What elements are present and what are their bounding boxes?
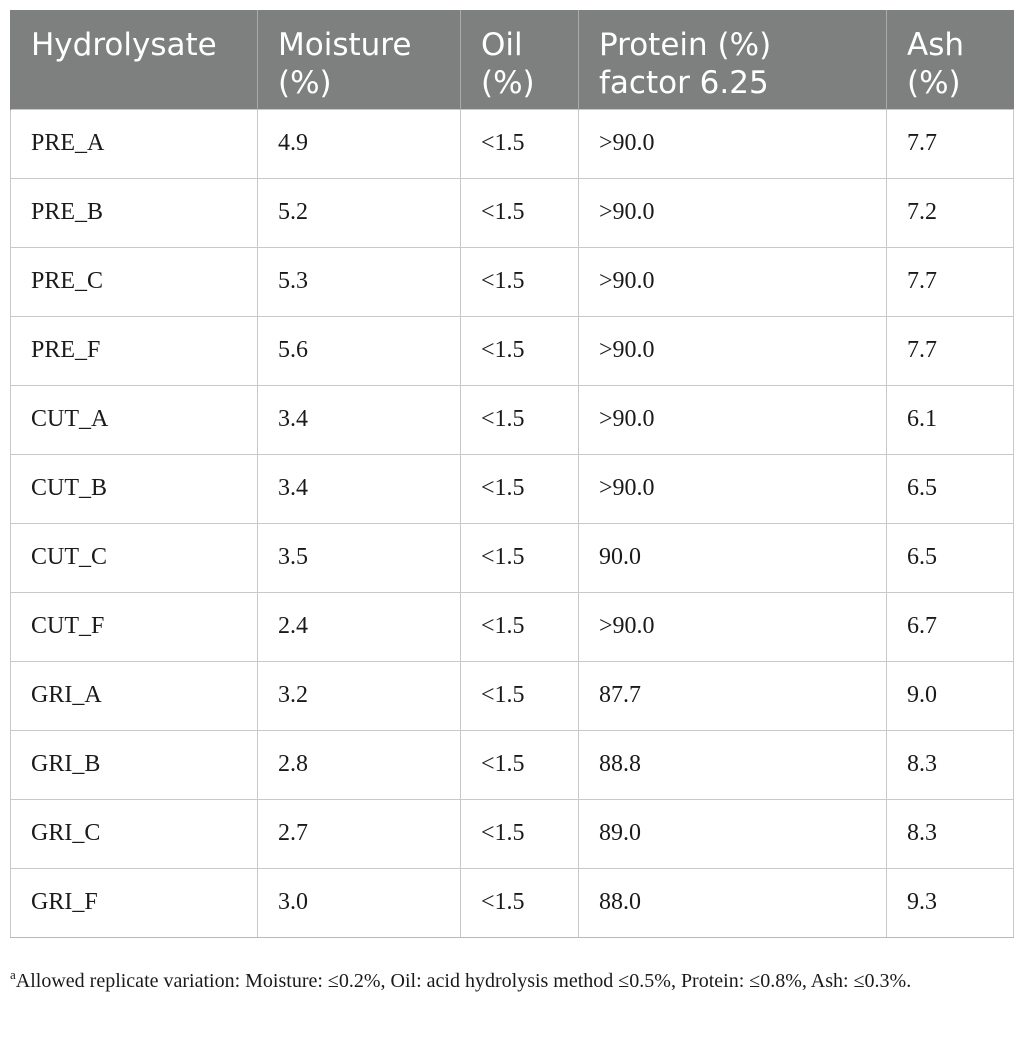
cell-hydrolysate: CUT_F — [11, 592, 258, 661]
cell-oil: <1.5 — [461, 178, 579, 247]
cell-moisture: 2.4 — [258, 592, 461, 661]
cell-moisture: 5.2 — [258, 178, 461, 247]
cell-moisture: 3.0 — [258, 868, 461, 937]
table-body — [11, 109, 1014, 937]
cell-protein: >90.0 — [579, 592, 887, 661]
cell-protein: >90.0 — [579, 454, 887, 523]
cell-ash: 6.5 — [887, 523, 1014, 592]
cell-hydrolysate: GRI_C — [11, 799, 258, 868]
table-row — [11, 661, 1014, 730]
cell-protein: >90.0 — [579, 247, 887, 316]
footnote-text: Allowed replicate variation: Moisture: ≤0.2%, Oil: acid hydrolysis method ≤0.5%, Protein: ≤0.8%, Ash: ≤0.3%. — [15, 970, 912, 992]
cell-oil: <1.5 — [461, 799, 579, 868]
cell-moisture: 3.5 — [258, 523, 461, 592]
cell-oil: <1.5 — [461, 661, 579, 730]
header-line: Oil — [481, 27, 523, 63]
cell-protein: 88.8 — [579, 730, 887, 799]
table-header — [11, 10, 1014, 109]
cell-protein: 87.7 — [579, 661, 887, 730]
cell-moisture: 3.2 — [258, 661, 461, 730]
footnote-marker: a — [10, 967, 16, 982]
cell-ash: 7.2 — [887, 178, 1014, 247]
cell-hydrolysate: GRI_F — [11, 868, 258, 937]
cell-hydrolysate: PRE_C — [11, 247, 258, 316]
cell-oil: <1.5 — [461, 247, 579, 316]
cell-protein: >90.0 — [579, 109, 887, 178]
table-row — [11, 868, 1014, 937]
cell-protein: 90.0 — [579, 523, 887, 592]
table-row — [11, 730, 1014, 799]
cell-oil: <1.5 — [461, 454, 579, 523]
cell-ash: 9.0 — [887, 661, 1014, 730]
cell-moisture: 5.6 — [258, 316, 461, 385]
table-row — [11, 592, 1014, 661]
cell-hydrolysate: CUT_A — [11, 385, 258, 454]
header-line: factor 6.25 — [599, 65, 769, 101]
cell-protein: >90.0 — [579, 385, 887, 454]
table-footnote — [10, 966, 1013, 996]
cell-ash: 6.1 — [887, 385, 1014, 454]
cell-oil: <1.5 — [461, 592, 579, 661]
cell-oil: <1.5 — [461, 109, 579, 178]
cell-oil: <1.5 — [461, 316, 579, 385]
cell-ash: 8.3 — [887, 730, 1014, 799]
table-row — [11, 109, 1014, 178]
cell-ash: 6.7 — [887, 592, 1014, 661]
table-row — [11, 316, 1014, 385]
cell-moisture: 3.4 — [258, 385, 461, 454]
cell-ash: 6.5 — [887, 454, 1014, 523]
header-ash — [887, 10, 1014, 109]
table-row — [11, 178, 1014, 247]
header-line: (%) — [481, 65, 535, 101]
cell-hydrolysate: GRI_B — [11, 730, 258, 799]
cell-ash: 9.3 — [887, 868, 1014, 937]
cell-moisture: 3.4 — [258, 454, 461, 523]
header-line: Protein (%) — [599, 27, 772, 63]
header-line: (%) — [907, 65, 961, 101]
cell-moisture: 2.8 — [258, 730, 461, 799]
header-protein — [579, 10, 887, 109]
table-row — [11, 523, 1014, 592]
table-row — [11, 454, 1014, 523]
cell-hydrolysate: GRI_A — [11, 661, 258, 730]
header-line: Moisture — [278, 27, 412, 63]
cell-oil: <1.5 — [461, 385, 579, 454]
cell-protein: 89.0 — [579, 799, 887, 868]
cell-protein: >90.0 — [579, 316, 887, 385]
cell-ash: 8.3 — [887, 799, 1014, 868]
cell-oil: <1.5 — [461, 523, 579, 592]
header-line: (%) — [278, 65, 332, 101]
header-line: Hydrolysate — [31, 27, 217, 63]
header-hydrolysate — [11, 10, 258, 109]
cell-oil: <1.5 — [461, 730, 579, 799]
table-row — [11, 385, 1014, 454]
cell-ash: 7.7 — [887, 247, 1014, 316]
cell-moisture: 2.7 — [258, 799, 461, 868]
table-row — [11, 247, 1014, 316]
cell-protein: >90.0 — [579, 178, 887, 247]
header-moisture — [258, 10, 461, 109]
header-line: Ash — [907, 27, 965, 63]
cell-ash: 7.7 — [887, 316, 1014, 385]
cell-hydrolysate: PRE_F — [11, 316, 258, 385]
cell-oil: <1.5 — [461, 868, 579, 937]
cell-moisture: 5.3 — [258, 247, 461, 316]
cell-hydrolysate: CUT_C — [11, 523, 258, 592]
composition-table-container — [10, 10, 1013, 938]
cell-protein: 88.0 — [579, 868, 887, 937]
header-row — [11, 10, 1014, 109]
cell-hydrolysate: PRE_A — [11, 109, 258, 178]
cell-hydrolysate: CUT_B — [11, 454, 258, 523]
table-row — [11, 799, 1014, 868]
cell-moisture: 4.9 — [258, 109, 461, 178]
cell-hydrolysate: PRE_B — [11, 178, 258, 247]
composition-table — [10, 10, 1014, 938]
header-oil — [461, 10, 579, 109]
cell-ash: 7.7 — [887, 109, 1014, 178]
